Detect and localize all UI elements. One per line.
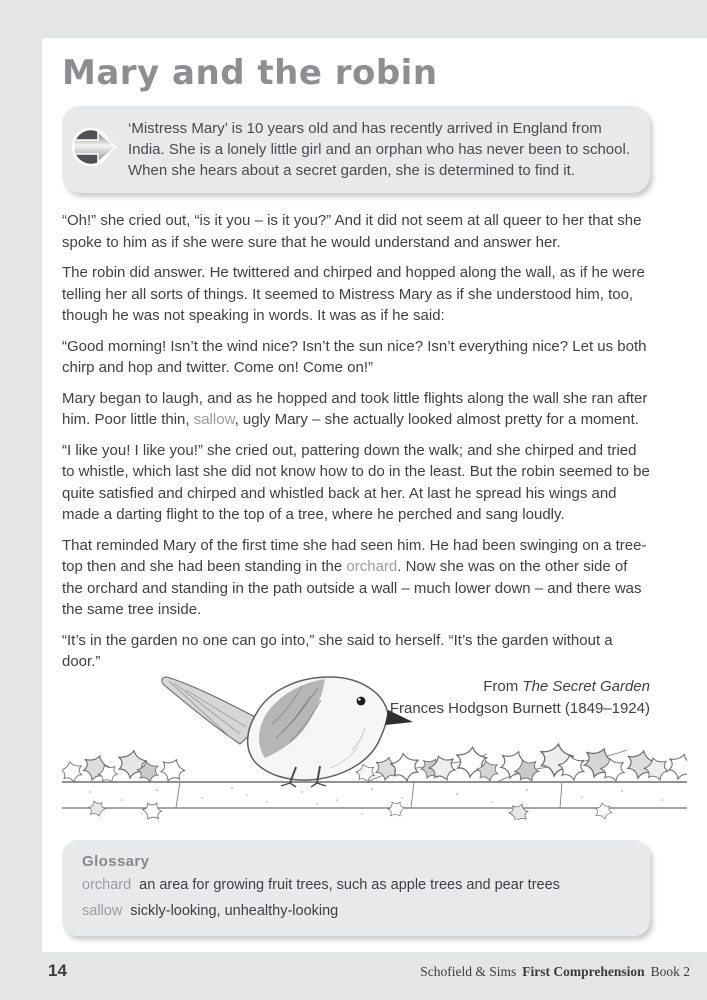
story-text: That reminded Mary of the first time she had seen him. He had been swinging on a tree-top then and she had been standing in the [62, 536, 647, 576]
glossary-term: sallow [82, 903, 123, 919]
page-title: Mary and the robin [62, 53, 438, 93]
work-title: The Secret Garden [522, 677, 650, 695]
glossary-term-ref: orchard [346, 558, 398, 576]
glossary-definition: sickly-looking, unhealthy-looking [130, 903, 339, 919]
story-paragraph [62, 535, 650, 621]
story-paragraph [62, 440, 650, 526]
story-paragraph [62, 262, 650, 327]
story-paragraph [62, 630, 650, 673]
glossary-term-ref: sallow [193, 411, 235, 429]
glossary-definition: an area for growing fruit trees, such as apple trees and pear trees [139, 877, 560, 893]
story-text: . Now she was on the other side of the orchard and standing in the path outside a wall – much lower down – and there was the same tree inside. [62, 558, 642, 619]
attribution [390, 676, 650, 720]
story-text: Mary began to laugh, and as he hopped and took little flights along the wall she ran after him. Poor little thin, [62, 389, 648, 429]
story-text: “Oh!” she cried out, “is it you – is it you?” And it did not seem at all queer to her that she spoke to him as if she were sure that he would understand and answer her. [62, 212, 642, 251]
glossary-entry [82, 901, 630, 922]
attribution-source: From The Secret Garden [483, 677, 650, 695]
imprint-publisher: Schofield & Sims [420, 964, 517, 979]
attribution-author: Frances Hodgson Burnett (1849–1924) [389, 699, 650, 717]
glossary-heading: Glossary [82, 853, 150, 870]
story-paragraph [62, 210, 650, 253]
intro-text: ‘Mistress Mary’ is 10 years old and has recently arrived in England from India. She is a lonely little girl and an orphan who has never been to school. When she hears about a secret garden, she is determined to find it. [128, 120, 630, 180]
story [62, 210, 650, 673]
illustration-area [62, 670, 687, 820]
page-number: 14 [48, 961, 67, 980]
story-paragraph [62, 388, 650, 431]
story-paragraph [62, 336, 650, 379]
footer-imprint [420, 964, 690, 980]
glossary-entries [82, 875, 630, 922]
robin [162, 677, 413, 787]
glossary-term: orchard [82, 877, 132, 893]
story-text: , ugly Mary – she actually looked almost pretty for a moment. [234, 411, 639, 429]
intro-box [62, 106, 650, 193]
story-text: The robin did answer. He twittered and chirped and hopped along the wall, as if he were telling her all sorts of things. It seemed to Mistress Mary as if she understood him, too, though he was not speaking in words. It was as if he said: [62, 264, 645, 325]
page-content [62, 38, 650, 820]
story-text: “It’s in the garden no one can go into,” she said to herself. “It’s the garden without a door.” [62, 631, 613, 671]
glossary-box [62, 840, 650, 936]
story-text: “I like you! I like you!” she cried out, pattering down the walk; and she chirped and tried to whistle, which last she did not know how to do in the least. But the robin seemed to be quite satisfied and chirped and whistled back at her. At last he spread his wings and made a darting flight to the top of a tree, where he perched and sang loudly. [62, 441, 650, 524]
arrow-icon [72, 126, 118, 173]
page [42, 38, 707, 952]
imprint-series: First Comprehension [522, 964, 645, 979]
story-text: “Good morning! Isn’t the wind nice? Isn’t the sun nice? Isn’t everything nice? Let us both chirp and hop and twitter. Come on! Come on!” [62, 337, 647, 377]
glossary-entry [82, 875, 630, 896]
imprint-book: Book 2 [650, 964, 690, 979]
